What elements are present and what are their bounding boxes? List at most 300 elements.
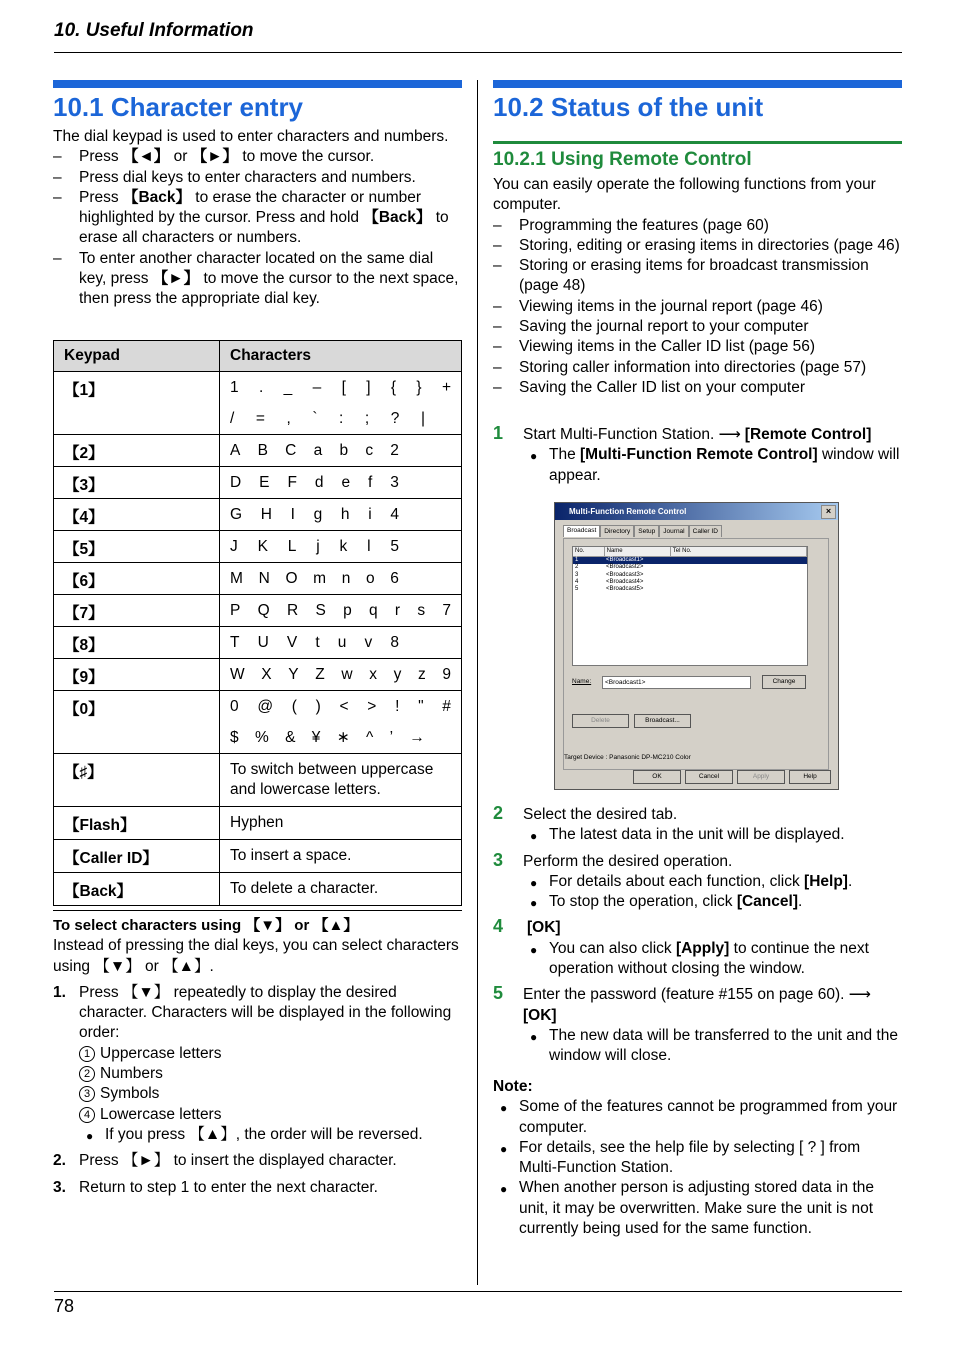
row-name: <Broadcast3> [606, 571, 644, 578]
list-item [493, 216, 902, 236]
tab-directory[interactable]: Directory [600, 525, 634, 537]
item-text: Press [79, 188, 123, 206]
char: X [261, 665, 272, 683]
char: _ [283, 378, 293, 396]
arrow-icon: ⟶ [848, 986, 871, 1004]
tab-journal[interactable]: Journal [659, 525, 688, 537]
char: @ [257, 697, 274, 715]
step [493, 425, 902, 486]
char: : [339, 409, 344, 427]
list-item [79, 1125, 461, 1145]
char: S [315, 601, 326, 619]
char: q [368, 601, 378, 619]
keypad-key: 【7】 [54, 595, 220, 627]
char: > [367, 697, 377, 715]
sub-text: The latest data in the unit will be displayed. [549, 826, 845, 844]
row-number: 2 [575, 564, 579, 571]
sub-bullet [523, 825, 902, 845]
char-line [230, 403, 451, 434]
char: Q [257, 601, 270, 619]
item-text: Storing, editing or erasing items in directories (page 46) [519, 236, 900, 254]
note-text: Some of the features cannot be programmed from your computer. [519, 1098, 898, 1136]
char: D [230, 473, 242, 491]
section-title: 10.2 Status of the unit [493, 92, 764, 122]
char-line [230, 372, 451, 403]
keypad-key: 【Flash】 [54, 807, 220, 840]
step-number: 3. [53, 1178, 66, 1196]
char: t [315, 633, 320, 651]
step-text [523, 425, 902, 445]
sub-text: window will appear. [549, 446, 900, 484]
delete-button[interactable]: Delete [572, 714, 629, 728]
step-number: 2. [53, 1152, 66, 1170]
char: 4 [390, 505, 399, 523]
list-item [493, 337, 902, 357]
char: x [369, 665, 377, 683]
step [493, 805, 902, 846]
list-item [53, 983, 461, 1145]
step-text [523, 805, 902, 825]
keypad-key: 【5】 [54, 531, 220, 563]
keypad-key: 【6】 [54, 563, 220, 595]
description: To delete a character. [230, 880, 379, 897]
char: 2 [390, 441, 399, 459]
char: w [341, 665, 353, 683]
list-item [53, 1151, 461, 1171]
char: s [417, 601, 426, 619]
characters-cell [220, 659, 462, 691]
table-row [54, 873, 462, 906]
table-row[interactable] [573, 586, 807, 593]
section-header: 10. Useful Information [54, 20, 254, 41]
char: i [368, 505, 372, 523]
table-row[interactable] [573, 557, 807, 564]
char: k [339, 537, 348, 555]
key-label: [Remote Control] [744, 426, 872, 443]
characters-cell [220, 563, 462, 595]
keypad-key: 【Caller ID】 [54, 840, 220, 873]
list-header [573, 547, 807, 557]
tab-setup[interactable]: Setup [634, 525, 659, 537]
dash-marker: – [493, 216, 502, 234]
table-row [54, 531, 462, 563]
sub-bullet [523, 872, 902, 892]
dash-marker: – [493, 236, 502, 254]
char: F [287, 473, 297, 491]
dash-marker: – [493, 378, 502, 396]
char: # [442, 697, 451, 715]
keypad-table [53, 340, 462, 906]
step [493, 918, 902, 979]
char: – [312, 378, 322, 396]
arrow-icon: ⟶ [718, 426, 741, 443]
list-item [493, 358, 902, 378]
column-header: Keypad [54, 341, 220, 372]
list-item [493, 297, 902, 317]
characters-cell [220, 627, 462, 659]
note-list [493, 1097, 902, 1239]
item-text: Lowercase letters [100, 1105, 222, 1123]
title-bar [53, 80, 462, 88]
row-number: 4 [575, 578, 579, 585]
char: b [339, 441, 349, 459]
char: ) [315, 697, 321, 715]
step-number: 2 [493, 803, 504, 823]
char: f [368, 473, 373, 491]
keypad-key: 【1】 [54, 372, 220, 435]
row-name: <Broadcast4> [606, 578, 644, 585]
list-item [79, 1084, 461, 1104]
sub-text: You can also click [549, 939, 676, 957]
name-label: Name: [572, 678, 592, 685]
dash-marker: – [493, 297, 502, 315]
step-instruction: Enter the password (feature #155 on page 60). [523, 986, 849, 1004]
sub-text: To stop the operation, click [549, 893, 737, 911]
row-number: 1 [575, 557, 579, 563]
char: ` [312, 409, 318, 427]
table-row [54, 467, 462, 499]
note-text: When another person is adjusting stored data in the unit, it may be overwritten. Make sure the unit is not currently being used for the same function. [519, 1179, 875, 1238]
bullet-icon: ● [530, 942, 538, 957]
char: y [393, 665, 402, 683]
key-label: [Cancel] [736, 893, 798, 911]
order-list [79, 1044, 461, 1125]
char: L [287, 537, 297, 555]
step-text: Press 【►】 to insert the displayed character. [79, 1152, 397, 1170]
char-line [230, 499, 451, 530]
tab-panel [563, 538, 829, 770]
list-item [79, 1064, 461, 1084]
table-row [54, 659, 462, 691]
list-item [493, 317, 902, 337]
table-row[interactable] [573, 579, 807, 586]
keypad-key: 【4】 [54, 499, 220, 531]
select-section [53, 916, 461, 1198]
list-item [53, 168, 461, 188]
char: ; [364, 409, 370, 427]
footer-rule [54, 1291, 902, 1292]
char: 1 [230, 378, 239, 396]
target-device: Target Device : Panasonic DP-MC210 Color [564, 754, 691, 761]
key-label: [Help] [804, 872, 848, 890]
key-label: 【►】 [191, 148, 239, 166]
list-item [493, 256, 902, 297]
item-text: or [169, 148, 192, 166]
dash-marker: – [493, 358, 502, 376]
char-line [230, 722, 451, 753]
char: n [341, 569, 351, 587]
header-rule [54, 52, 902, 53]
sub-bullet [523, 1026, 902, 1067]
char: r [394, 601, 401, 619]
char: { [390, 378, 397, 396]
char: N [258, 569, 270, 587]
subsection-title: 10.2.1 Using Remote Control [493, 149, 752, 170]
help-button[interactable]: Help [789, 770, 831, 784]
close-icon[interactable]: × [821, 505, 836, 519]
description: To switch between uppercase and lowercase letters. [230, 761, 434, 798]
row-name: <Broadcast2> [606, 564, 644, 571]
note-item [493, 1138, 902, 1179]
list-item [53, 249, 461, 310]
sub-bullet [523, 445, 902, 486]
step [493, 849, 902, 913]
sub-text: For details about each function, click [549, 872, 805, 890]
char-line [230, 467, 451, 498]
char: g [313, 505, 323, 523]
cancel-button[interactable]: Cancel [685, 770, 733, 784]
bullet-icon: ● [530, 829, 538, 844]
apply-button[interactable]: Apply [737, 770, 785, 784]
key-label: [OK] [523, 1006, 557, 1024]
list-item [79, 1105, 461, 1125]
char: a [313, 441, 323, 459]
list-item [53, 1178, 461, 1198]
column-header: Name [605, 547, 671, 556]
right-intro [493, 175, 902, 398]
char: G [230, 505, 243, 523]
column-header: Tel No. [671, 547, 807, 556]
step-number: 3 [493, 849, 504, 870]
char: ’ [389, 728, 394, 746]
char: j [316, 537, 320, 555]
step-number: 1 [493, 423, 504, 443]
table-row[interactable] [573, 572, 807, 579]
section-title: 10.1 Character entry [53, 92, 304, 122]
char: ¥ [311, 728, 321, 746]
step-text [523, 852, 902, 872]
char: Z [315, 665, 325, 683]
list-item [53, 188, 461, 249]
char: 0 [230, 697, 239, 715]
char: O [285, 569, 298, 587]
characters-cell [220, 435, 462, 467]
char: 7 [442, 601, 451, 619]
item-text: Symbols [100, 1085, 160, 1103]
sub-text: The new data will be transferred to the unit and the window will close. [549, 1026, 898, 1065]
char: z [417, 665, 426, 683]
broadcast-button[interactable]: Broadcast... [634, 714, 691, 728]
char: c [365, 441, 374, 459]
circled-number: 1 [79, 1046, 95, 1062]
select-intro: Instead of pressing the dial keys, you can select characters using 【▼】 or 【▲】. [53, 937, 459, 975]
char: 3 [390, 473, 399, 491]
characters-cell [220, 691, 462, 754]
step-instruction: Start Multi-Function Station. [523, 426, 719, 443]
name-field[interactable]: <Broadcast1> [602, 676, 751, 689]
key-label: [OK] [527, 919, 561, 937]
note-item [493, 1097, 902, 1138]
char: K [257, 537, 268, 555]
char: B [257, 441, 268, 459]
divider [53, 910, 462, 911]
window-title: Multi-Function Remote Control [569, 507, 687, 516]
char: 6 [390, 569, 399, 587]
step-instruction: Select the desired tab. [523, 806, 678, 823]
column-header: Characters [220, 341, 462, 372]
char: " [418, 697, 424, 715]
tab-bar [563, 525, 722, 537]
sub-text: The [549, 446, 581, 464]
tab-broadcast[interactable]: Broadcast [563, 525, 600, 537]
key-label: 【◄】 [122, 148, 170, 166]
table-row [54, 499, 462, 531]
char: E [259, 473, 270, 491]
table-row [54, 595, 462, 627]
steps-top [493, 425, 902, 492]
char: u [337, 633, 347, 651]
key-label: [Multi-Function Remote Control] [580, 446, 818, 464]
characters-cell [220, 873, 462, 906]
char: R [286, 601, 299, 619]
table-row [54, 754, 462, 807]
char: + [441, 378, 451, 396]
keypad-key: 【3】 [54, 467, 220, 499]
item-text: Viewing items in the journal report (page 46) [519, 297, 823, 315]
char: < [339, 697, 349, 715]
item-text: Storing or erasing items for broadcast transmission (page 48) [519, 257, 869, 295]
bullet-icon: ● [86, 1128, 94, 1143]
bullet-icon: ● [530, 896, 538, 911]
characters-cell [220, 499, 462, 531]
step-number: 4 [493, 916, 504, 937]
char: Y [288, 665, 299, 683]
table-row [54, 840, 462, 873]
characters-cell [220, 754, 462, 807]
item-text: Saving the journal report to your computer [519, 318, 809, 336]
char: . [258, 378, 264, 396]
window-title-bar [555, 503, 838, 520]
description: To insert a space. [230, 847, 352, 864]
char: , [286, 409, 291, 427]
reverse-note: If you press 【▲】, the order will be reversed. [105, 1125, 423, 1143]
char-line [230, 531, 451, 562]
circled-number: 4 [79, 1107, 95, 1123]
char: v [364, 633, 373, 651]
bullet-icon: ● [500, 1101, 508, 1116]
item-text: To enter another character located on the same dial key, press [79, 249, 434, 288]
ok-button[interactable]: OK [633, 770, 681, 784]
dash-marker: – [53, 188, 62, 206]
tab-caller-id[interactable]: Caller ID [689, 525, 722, 537]
list-item [79, 1044, 461, 1064]
char-line [230, 691, 451, 722]
dash-marker: – [493, 318, 502, 336]
left-intro [53, 127, 461, 310]
characters-cell [220, 467, 462, 499]
keypad-key: 【9】 [54, 659, 220, 691]
char: 8 [390, 633, 399, 651]
note-label: Note: [493, 1078, 533, 1095]
characters-cell [220, 807, 462, 840]
keypad-key: 【Back】 [54, 873, 220, 906]
char: = [255, 409, 265, 427]
characters-cell [220, 531, 462, 563]
steps-bottom [493, 805, 902, 1073]
char: p [343, 601, 352, 619]
select-heading: To select characters using 【▼】 or 【▲】 [53, 917, 359, 934]
char: ∗ [336, 729, 350, 746]
item-text: to erase all characters or numbers. [79, 209, 449, 247]
item-text: Press dial keys to enter characters and numbers. [79, 168, 416, 186]
dash-marker: – [53, 148, 62, 166]
char: ] [366, 378, 371, 396]
step [493, 985, 902, 1066]
broadcast-list[interactable] [572, 546, 808, 666]
keypad-key: 【2】 [54, 435, 220, 467]
char: } [416, 378, 422, 396]
char: ? [390, 409, 400, 427]
char: ( [291, 697, 297, 715]
circled-number: 3 [79, 1086, 95, 1102]
char: d [314, 473, 324, 491]
char: V [286, 633, 298, 651]
sub-text: . [797, 893, 803, 911]
step-number: 1. [53, 983, 66, 1001]
item-text: Uppercase letters [100, 1044, 222, 1062]
column-divider [477, 80, 478, 1285]
step-instruction: Perform the desired operation. [523, 852, 733, 870]
char: 5 [390, 537, 399, 555]
char-line [230, 595, 451, 626]
description: Hyphen [230, 814, 284, 831]
sub-bullet [523, 892, 902, 912]
bullet-icon: ● [530, 449, 538, 464]
char: ^ [366, 728, 374, 746]
char: M [230, 569, 243, 587]
note-item [493, 1178, 902, 1239]
bullet-icon: ● [530, 875, 538, 890]
subtitle-rule [493, 141, 902, 144]
char: % [254, 728, 269, 746]
item-text: Numbers [100, 1065, 163, 1083]
row-name: <Broadcast1> [606, 557, 644, 563]
item-text: Programming the features (page 60) [519, 216, 769, 234]
step-text: Press 【▼】 repeatedly to display the desired character. Characters will be displayed in the following order: [79, 983, 452, 1042]
char: W [230, 665, 245, 683]
char: T [230, 633, 240, 651]
item-text: Storing caller information into directories (page 57) [519, 358, 867, 376]
change-button[interactable]: Change [762, 675, 806, 689]
item-text: Saving the Caller ID list on your computer [519, 378, 806, 396]
char: e [341, 473, 351, 491]
item-text: to move the cursor to the next space, then press the appropriate dial key. [79, 270, 459, 308]
bullet-icon: ● [500, 1182, 508, 1197]
table-row[interactable] [573, 564, 807, 571]
page-number: 78 [54, 1296, 75, 1316]
remote-control-window [554, 502, 839, 790]
char: & [285, 728, 296, 746]
keypad-key: 【8】 [54, 627, 220, 659]
column-header: No. [573, 547, 605, 556]
list-item [493, 378, 902, 398]
note-text: For details, see the help file by selecting [ ? ] from Multi-Function Station. [519, 1138, 861, 1177]
bullet-icon: ● [500, 1141, 508, 1156]
char: I [290, 505, 295, 523]
char: ! [395, 697, 400, 715]
step-text [523, 918, 902, 938]
row-name: <Broadcast5> [606, 586, 644, 593]
char: | [420, 409, 425, 427]
char: [ [341, 378, 346, 396]
char: J [230, 537, 238, 555]
intro-text: The dial keypad is used to enter characters and numbers. [53, 128, 449, 145]
item-text: Viewing items in the Caller ID list (page 56) [519, 338, 816, 356]
key-label: 【►】 [152, 270, 200, 288]
dash-marker: – [493, 338, 502, 356]
list-item [53, 147, 461, 167]
key-label: [Apply] [675, 939, 730, 957]
